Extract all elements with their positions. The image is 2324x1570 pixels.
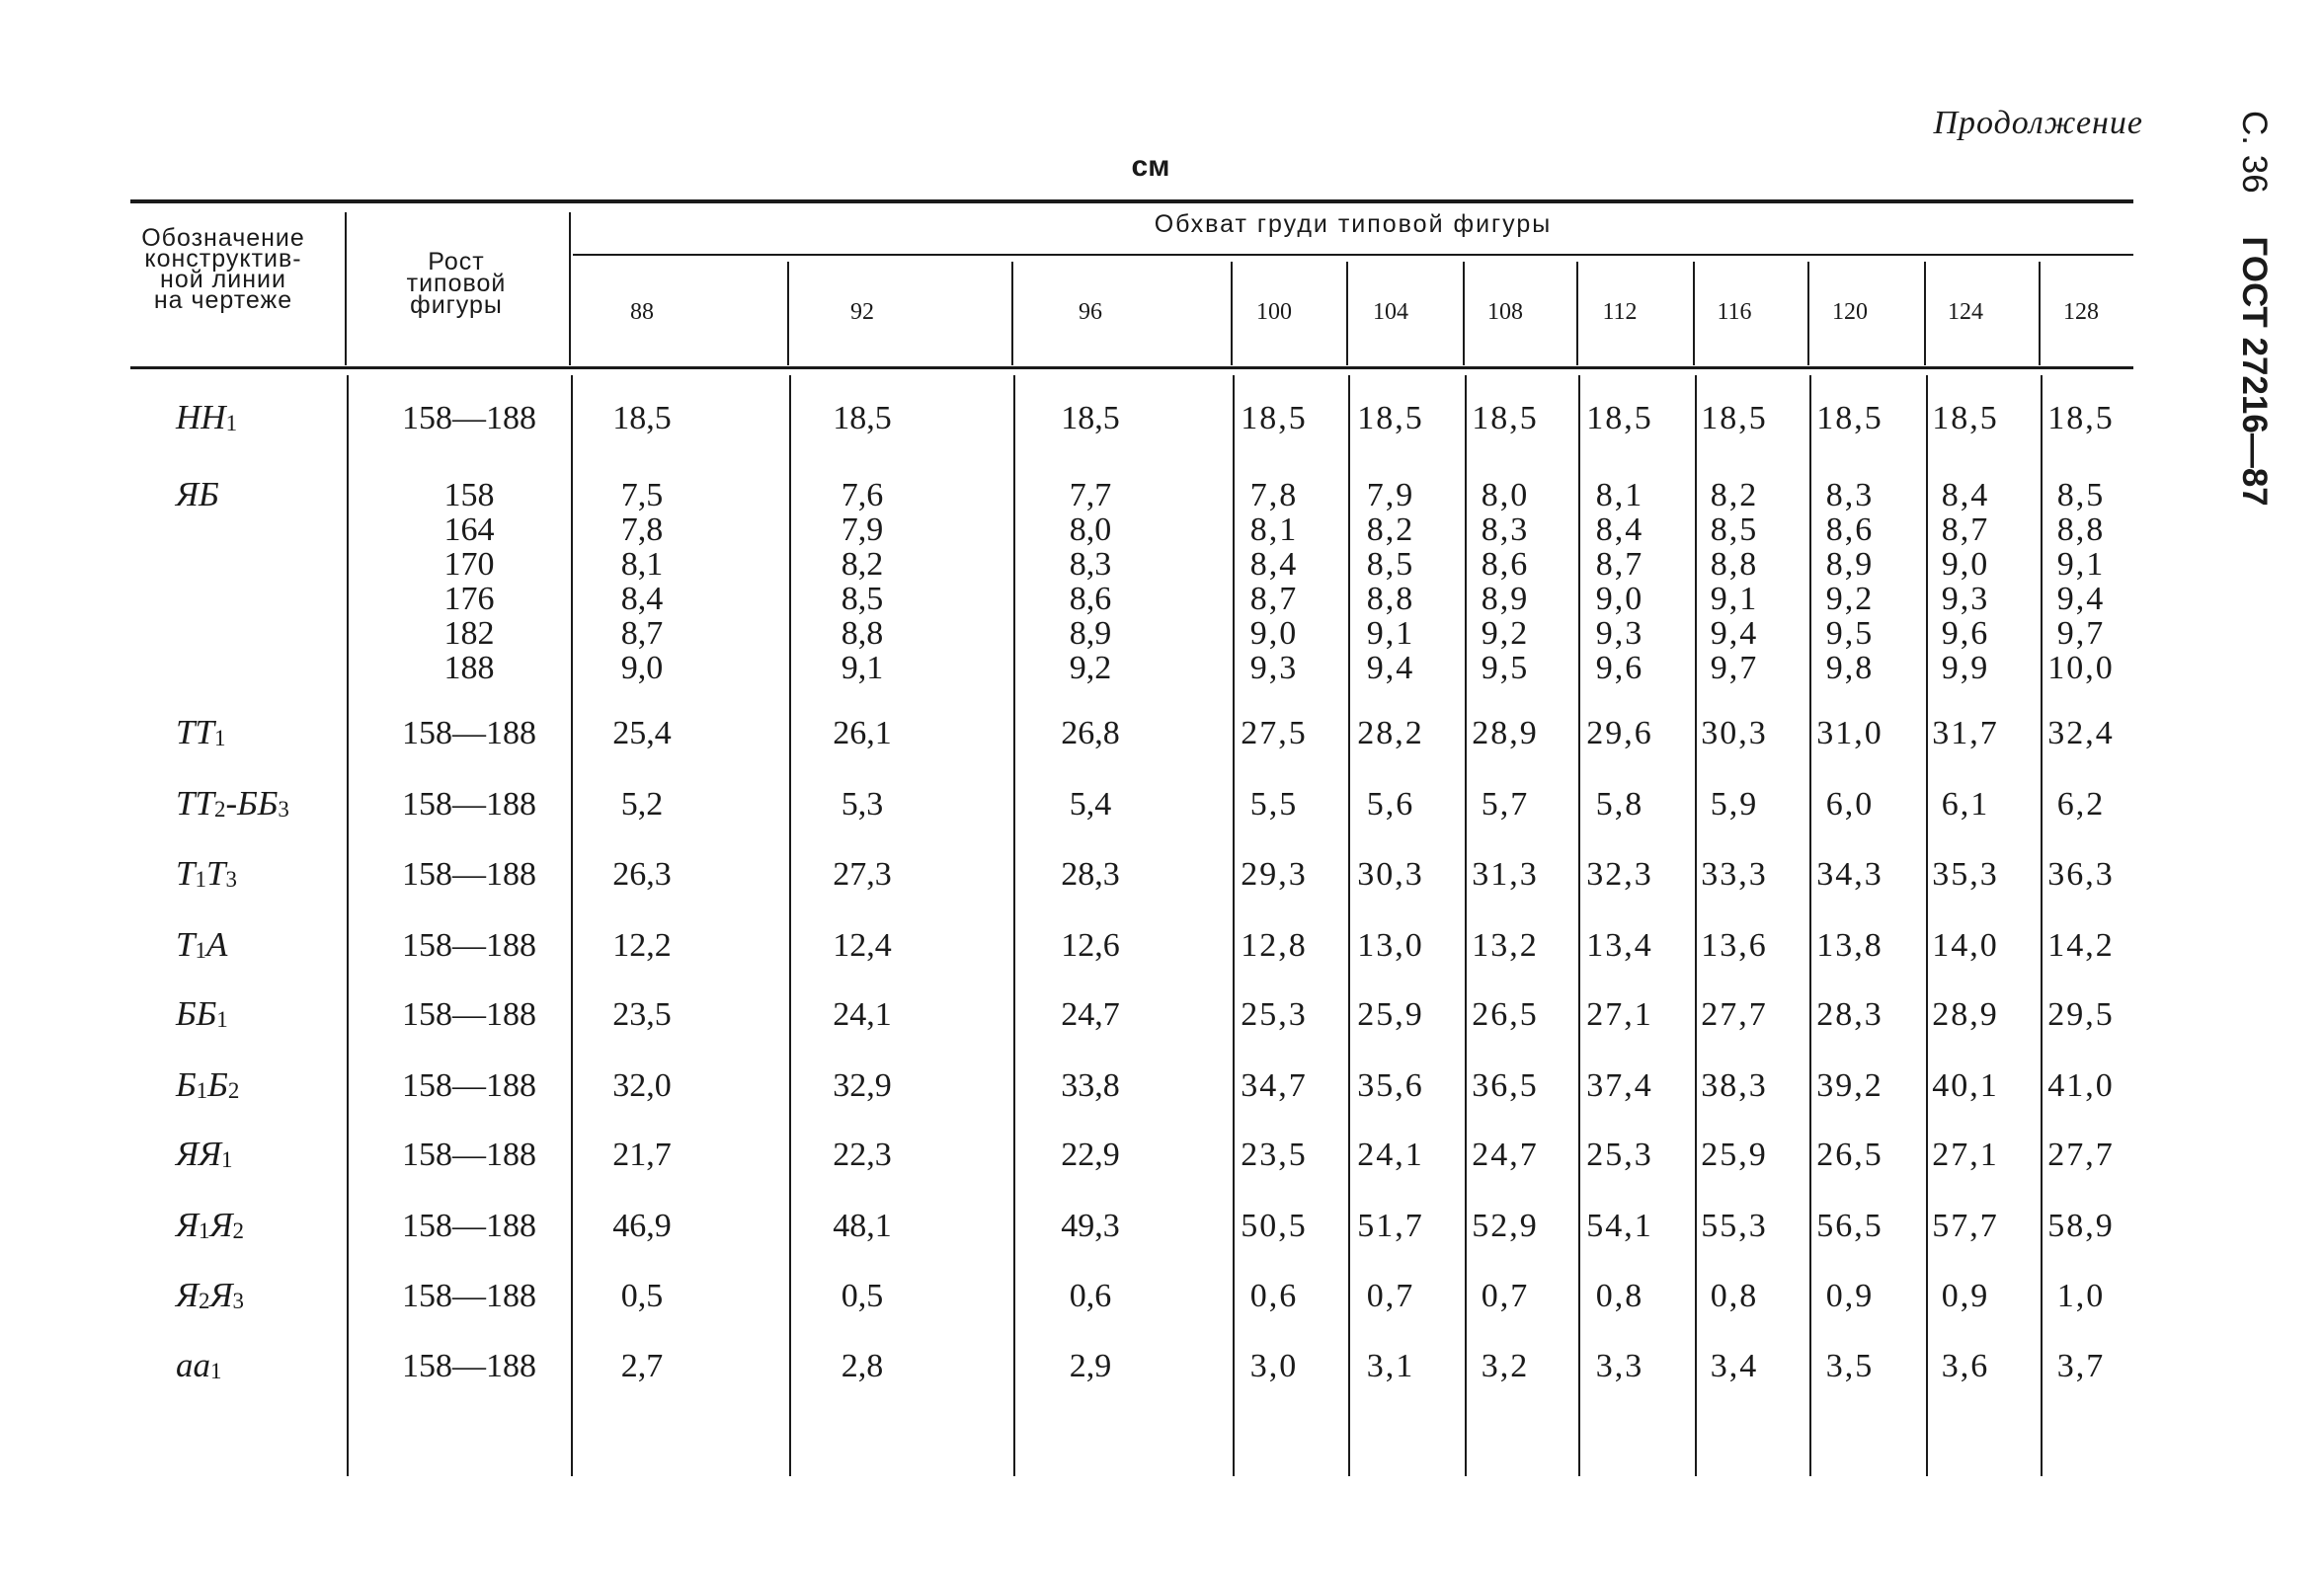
column-rule xyxy=(571,375,573,1476)
header-line-designation: Обозначение конструктив- ной линии на чертеже xyxy=(141,224,305,314)
girth-header-100: 100 xyxy=(1256,299,1292,325)
value-cell: 12,2 xyxy=(612,927,672,964)
value-cell: 52,9 xyxy=(1472,1208,1539,1244)
girth-header-120: 120 xyxy=(1832,299,1868,325)
value-cell: 0,6 xyxy=(1069,1278,1112,1314)
designation-letters: Б xyxy=(207,1065,228,1104)
designation-letters: ЯБ xyxy=(176,475,219,513)
page-header-vertical xyxy=(2234,111,2274,507)
value-cell: 27,3 xyxy=(833,856,892,893)
value-cell: 13,6 xyxy=(1701,927,1768,964)
value-cell: 18,5 xyxy=(1061,400,1120,436)
figure-height-cell: 158—188 xyxy=(402,1208,536,1244)
column-rule xyxy=(1578,375,1580,1476)
designation-letters: аа xyxy=(176,1346,210,1384)
value-cell: 50,5 xyxy=(1241,1208,1308,1244)
value-cell: 8,3 8,6 8,9 9,2 9,5 9,8 xyxy=(1825,477,1875,686)
column-rule xyxy=(569,212,571,365)
value-cell: 3,4 xyxy=(1710,1348,1759,1384)
value-cell: 31,7 xyxy=(1932,715,1999,751)
designation-subscript: 2 xyxy=(227,1078,240,1103)
value-cell: 2,9 xyxy=(1069,1348,1112,1384)
group-header-rule xyxy=(573,254,2133,256)
value-cell: 38,3 xyxy=(1701,1067,1768,1104)
designation-letters: НН xyxy=(176,398,226,436)
line-designation xyxy=(176,1065,239,1105)
value-cell: 29,5 xyxy=(2047,996,2115,1033)
column-rule xyxy=(1926,375,1928,1476)
value-cell: 29,3 xyxy=(1241,856,1308,893)
value-cell: 3,6 xyxy=(1941,1348,1990,1384)
value-cell: 8,2 8,5 8,8 9,1 9,4 9,7 xyxy=(1710,477,1759,686)
designation-subscript: 3 xyxy=(225,867,237,892)
value-cell: 36,3 xyxy=(2047,856,2115,893)
value-cell: 30,3 xyxy=(1357,856,1424,893)
value-cell: 27,7 xyxy=(2047,1137,2115,1173)
value-cell: 27,5 xyxy=(1241,715,1308,751)
figure-height-cell: 158—188 xyxy=(402,856,536,893)
header-bottom-rule xyxy=(130,366,2133,369)
value-cell: 26,5 xyxy=(1472,996,1539,1033)
value-cell: 0,9 xyxy=(1825,1278,1875,1314)
unit-label: см xyxy=(1131,150,1170,183)
value-cell: 57,7 xyxy=(1932,1208,1999,1244)
value-cell: 13,2 xyxy=(1472,927,1539,964)
value-cell: 22,9 xyxy=(1061,1137,1120,1173)
value-cell: 26,5 xyxy=(1816,1137,1883,1173)
designation-subscript: 3 xyxy=(278,797,289,822)
value-cell: 25,4 xyxy=(612,715,672,751)
value-cell: 18,5 xyxy=(1357,400,1424,436)
figure-height-cell: 158—188 xyxy=(402,1067,536,1104)
column-rule xyxy=(1011,262,1013,365)
value-cell: 40,1 xyxy=(1932,1067,1999,1104)
value-cell: 18,5 xyxy=(1472,400,1539,436)
value-cell: 5,3 xyxy=(841,786,884,823)
column-rule xyxy=(347,375,349,1476)
designation-subscript: 1 xyxy=(216,1007,228,1032)
value-cell: 6,1 xyxy=(1941,786,1990,823)
value-cell: 56,5 xyxy=(1816,1208,1883,1244)
line-designation xyxy=(176,398,237,437)
designation-subscript: 2 xyxy=(232,1218,245,1243)
column-rule xyxy=(1807,262,1809,365)
column-rule xyxy=(2041,375,2043,1476)
figure-height-cell: 158—188 xyxy=(402,715,536,751)
value-cell: 39,2 xyxy=(1816,1067,1883,1104)
value-cell: 5,2 xyxy=(620,786,664,823)
value-cell: 1,0 xyxy=(2056,1278,2106,1314)
value-cell: 3,7 xyxy=(2056,1348,2106,1384)
value-cell: 5,6 xyxy=(1366,786,1415,823)
figure-height-cell: 158—188 xyxy=(402,786,536,823)
designation-letters: А xyxy=(205,925,228,964)
value-cell: 2,7 xyxy=(620,1348,664,1384)
value-cell: 18,5 xyxy=(1932,400,1999,436)
value-cell: 25,9 xyxy=(1357,996,1424,1033)
value-cell: 0,9 xyxy=(1941,1278,1990,1314)
column-rule xyxy=(1576,262,1578,365)
value-cell: 55,3 xyxy=(1701,1208,1768,1244)
girth-header-88: 88 xyxy=(630,299,654,325)
value-cell: 33,8 xyxy=(1061,1067,1120,1104)
value-cell: 2,8 xyxy=(841,1348,884,1384)
figure-height-cell: 158—188 xyxy=(402,927,536,964)
value-cell: 7,7 8,0 8,3 8,6 8,9 9,2 xyxy=(1069,477,1112,686)
designation-subscript: 2 xyxy=(213,797,226,822)
value-cell: 5,9 xyxy=(1710,786,1759,823)
line-designation xyxy=(176,784,289,824)
designation-subscript: 1 xyxy=(195,867,206,892)
header-chest-girth: Обхват груди типовой фигуры xyxy=(1154,210,1553,238)
value-cell: 7,6 7,9 8,2 8,5 8,8 9,1 xyxy=(841,477,884,686)
column-rule xyxy=(1463,262,1465,365)
value-cell: 28,3 xyxy=(1061,856,1120,893)
line-designation xyxy=(176,1135,233,1174)
value-cell: 49,3 xyxy=(1061,1208,1120,1244)
value-cell: 5,7 xyxy=(1481,786,1530,823)
figure-height-cell: 158—188 xyxy=(402,400,536,436)
line-designation xyxy=(176,925,227,965)
column-rule xyxy=(1346,262,1348,365)
value-cell: 12,6 xyxy=(1061,927,1120,964)
figure-height-cell: 158—188 xyxy=(402,1137,536,1173)
value-cell: 8,4 8,7 9,0 9,3 9,6 9,9 xyxy=(1941,477,1990,686)
value-cell: 25,3 xyxy=(1241,996,1308,1033)
value-cell: 23,5 xyxy=(612,996,672,1033)
designation-letters: Я xyxy=(176,1206,200,1244)
value-cell: 33,3 xyxy=(1701,856,1768,893)
column-rule xyxy=(1465,375,1467,1476)
value-cell: 7,9 8,2 8,5 8,8 9,1 9,4 xyxy=(1366,477,1415,686)
designation-letters: Т xyxy=(176,854,196,893)
value-cell: 27,1 xyxy=(1932,1137,1999,1173)
designation-subscript: 1 xyxy=(195,938,206,963)
value-cell: 12,4 xyxy=(833,927,892,964)
line-designation xyxy=(176,1206,244,1245)
value-cell: 46,9 xyxy=(612,1208,672,1244)
value-cell: 6,2 xyxy=(2056,786,2106,823)
value-cell: 5,8 xyxy=(1595,786,1644,823)
value-cell: 35,3 xyxy=(1932,856,1999,893)
column-rule xyxy=(1924,262,1926,365)
column-rule xyxy=(1013,375,1015,1476)
value-cell: 5,5 xyxy=(1249,786,1299,823)
value-cell: 8,5 8,8 9,1 9,4 9,7 10,0 xyxy=(2047,477,2115,686)
value-cell: 0,7 xyxy=(1481,1278,1530,1314)
value-cell: 8,0 8,3 8,6 8,9 9,2 9,5 xyxy=(1481,477,1530,686)
value-cell: 8,1 8,4 8,7 9,0 9,3 9,6 xyxy=(1595,477,1644,686)
value-cell: 27,1 xyxy=(1586,996,1653,1033)
value-cell: 13,8 xyxy=(1816,927,1883,964)
value-cell: 30,3 xyxy=(1701,715,1768,751)
value-cell: 21,7 xyxy=(612,1137,672,1173)
value-cell: 27,7 xyxy=(1701,996,1768,1033)
value-cell: 7,5 7,8 8,1 8,4 8,7 9,0 xyxy=(620,477,664,686)
value-cell: 18,5 xyxy=(1241,400,1308,436)
value-cell: 32,3 xyxy=(1586,856,1653,893)
value-cell: 0,5 xyxy=(620,1278,664,1314)
value-cell: 37,4 xyxy=(1586,1067,1653,1104)
column-rule xyxy=(345,212,347,365)
designation-letters: Я xyxy=(176,1276,200,1314)
line-designation xyxy=(176,1276,244,1315)
value-cell: 24,1 xyxy=(833,996,892,1033)
value-cell: 24,7 xyxy=(1472,1137,1539,1173)
column-rule xyxy=(1348,375,1350,1476)
value-cell: 35,6 xyxy=(1357,1067,1424,1104)
designation-letters: ЯЯ xyxy=(176,1135,222,1173)
value-cell: 28,3 xyxy=(1816,996,1883,1033)
table-top-rule xyxy=(130,199,2133,203)
value-cell: 36,5 xyxy=(1472,1067,1539,1104)
value-cell: 41,0 xyxy=(2047,1067,2115,1104)
designation-subscript: 2 xyxy=(199,1289,210,1313)
figure-height-cell: 158—188 xyxy=(402,1348,536,1384)
value-cell: 48,1 xyxy=(833,1208,892,1244)
value-cell: 22,3 xyxy=(833,1137,892,1173)
designation-letters: ТТ xyxy=(176,784,214,823)
value-cell: 3,1 xyxy=(1366,1348,1415,1384)
girth-header-128: 128 xyxy=(2063,299,2099,325)
value-cell: 13,4 xyxy=(1586,927,1653,964)
value-cell: 3,0 xyxy=(1249,1348,1299,1384)
column-rule xyxy=(789,375,791,1476)
value-cell: 3,3 xyxy=(1595,1348,1644,1384)
value-cell: 32,9 xyxy=(833,1067,892,1104)
value-cell: 18,5 xyxy=(833,400,892,436)
value-cell: 0,7 xyxy=(1366,1278,1415,1314)
continuation-label: Продолжение xyxy=(1933,105,2143,141)
value-cell: 28,9 xyxy=(1472,715,1539,751)
designation-letters: ББ xyxy=(176,994,217,1033)
value-cell: 13,0 xyxy=(1357,927,1424,964)
value-cell: 23,5 xyxy=(1241,1137,1308,1173)
value-cell: 7,8 8,1 8,4 8,7 9,0 9,3 xyxy=(1249,477,1299,686)
designation-subscript: 1 xyxy=(213,726,226,750)
designation-subscript: 1 xyxy=(210,1359,222,1383)
line-designation xyxy=(176,1346,222,1385)
page-number: С. 36 xyxy=(2235,111,2274,194)
value-cell: 18,5 xyxy=(612,400,672,436)
value-cell: 18,5 xyxy=(2047,400,2115,436)
header-figure-height: Рост типовой фигуры xyxy=(406,248,507,319)
value-cell: 12,8 xyxy=(1241,927,1308,964)
standard-number: ГОСТ 27216—87 xyxy=(2235,236,2274,507)
value-cell: 0,6 xyxy=(1249,1278,1299,1314)
column-rule xyxy=(1233,375,1235,1476)
column-rule xyxy=(787,262,789,365)
girth-header-116: 116 xyxy=(1717,299,1752,325)
girth-header-108: 108 xyxy=(1487,299,1523,325)
designation-letters: -ББ xyxy=(225,784,279,823)
line-designation xyxy=(176,713,225,752)
value-cell: 28,9 xyxy=(1932,996,1999,1033)
value-cell: 32,0 xyxy=(612,1067,672,1104)
line-designation xyxy=(176,854,237,894)
designation-letters: Б xyxy=(176,1065,197,1104)
designation-subscript: 1 xyxy=(225,411,238,435)
value-cell: 29,6 xyxy=(1586,715,1653,751)
column-rule xyxy=(1695,375,1697,1476)
line-designation xyxy=(176,475,219,514)
value-cell: 58,9 xyxy=(2047,1208,2115,1244)
figure-height-cell: 158—188 xyxy=(402,1278,536,1314)
column-rule xyxy=(1809,375,1811,1476)
value-cell: 34,3 xyxy=(1816,856,1883,893)
figure-height-cell: 158 164 170 176 182 188 xyxy=(443,477,495,686)
value-cell: 6,0 xyxy=(1825,786,1875,823)
value-cell: 24,7 xyxy=(1061,996,1120,1033)
designation-letters: Я xyxy=(209,1276,233,1314)
value-cell: 18,5 xyxy=(1586,400,1653,436)
value-cell: 26,1 xyxy=(833,715,892,751)
figure-height-cell: 158—188 xyxy=(402,996,536,1033)
value-cell: 3,5 xyxy=(1825,1348,1875,1384)
value-cell: 54,1 xyxy=(1586,1208,1653,1244)
value-cell: 14,2 xyxy=(2047,927,2115,964)
value-cell: 25,9 xyxy=(1701,1137,1768,1173)
column-rule xyxy=(1693,262,1695,365)
designation-subscript: 3 xyxy=(232,1289,245,1313)
value-cell: 18,5 xyxy=(1701,400,1768,436)
designation-letters: Т xyxy=(205,854,226,893)
designation-subscript: 1 xyxy=(196,1078,208,1103)
value-cell: 51,7 xyxy=(1357,1208,1424,1244)
value-cell: 31,3 xyxy=(1472,856,1539,893)
line-designation xyxy=(176,994,228,1034)
girth-header-96: 96 xyxy=(1079,299,1102,325)
value-cell: 3,2 xyxy=(1481,1348,1530,1384)
designation-subscript: 1 xyxy=(221,1147,233,1172)
girth-header-124: 124 xyxy=(1948,299,1983,325)
value-cell: 0,8 xyxy=(1595,1278,1644,1314)
value-cell: 26,3 xyxy=(612,856,672,893)
column-rule xyxy=(2039,262,2041,365)
designation-letters: Т xyxy=(176,925,196,964)
girth-header-92: 92 xyxy=(850,299,874,325)
value-cell: 0,5 xyxy=(841,1278,884,1314)
girth-header-104: 104 xyxy=(1373,299,1408,325)
value-cell: 26,8 xyxy=(1061,715,1120,751)
value-cell: 31,0 xyxy=(1816,715,1883,751)
value-cell: 25,3 xyxy=(1586,1137,1653,1173)
value-cell: 34,7 xyxy=(1241,1067,1308,1104)
designation-subscript: 1 xyxy=(199,1218,210,1243)
value-cell: 18,5 xyxy=(1816,400,1883,436)
value-cell: 24,1 xyxy=(1357,1137,1424,1173)
girth-header-112: 112 xyxy=(1602,299,1638,325)
value-cell: 14,0 xyxy=(1932,927,1999,964)
value-cell: 0,8 xyxy=(1710,1278,1759,1314)
value-cell: 28,2 xyxy=(1357,715,1424,751)
column-rule xyxy=(1231,262,1233,365)
designation-letters: ТТ xyxy=(176,713,214,751)
value-cell: 5,4 xyxy=(1069,786,1112,823)
value-cell: 32,4 xyxy=(2047,715,2115,751)
designation-letters: Я xyxy=(209,1206,233,1244)
